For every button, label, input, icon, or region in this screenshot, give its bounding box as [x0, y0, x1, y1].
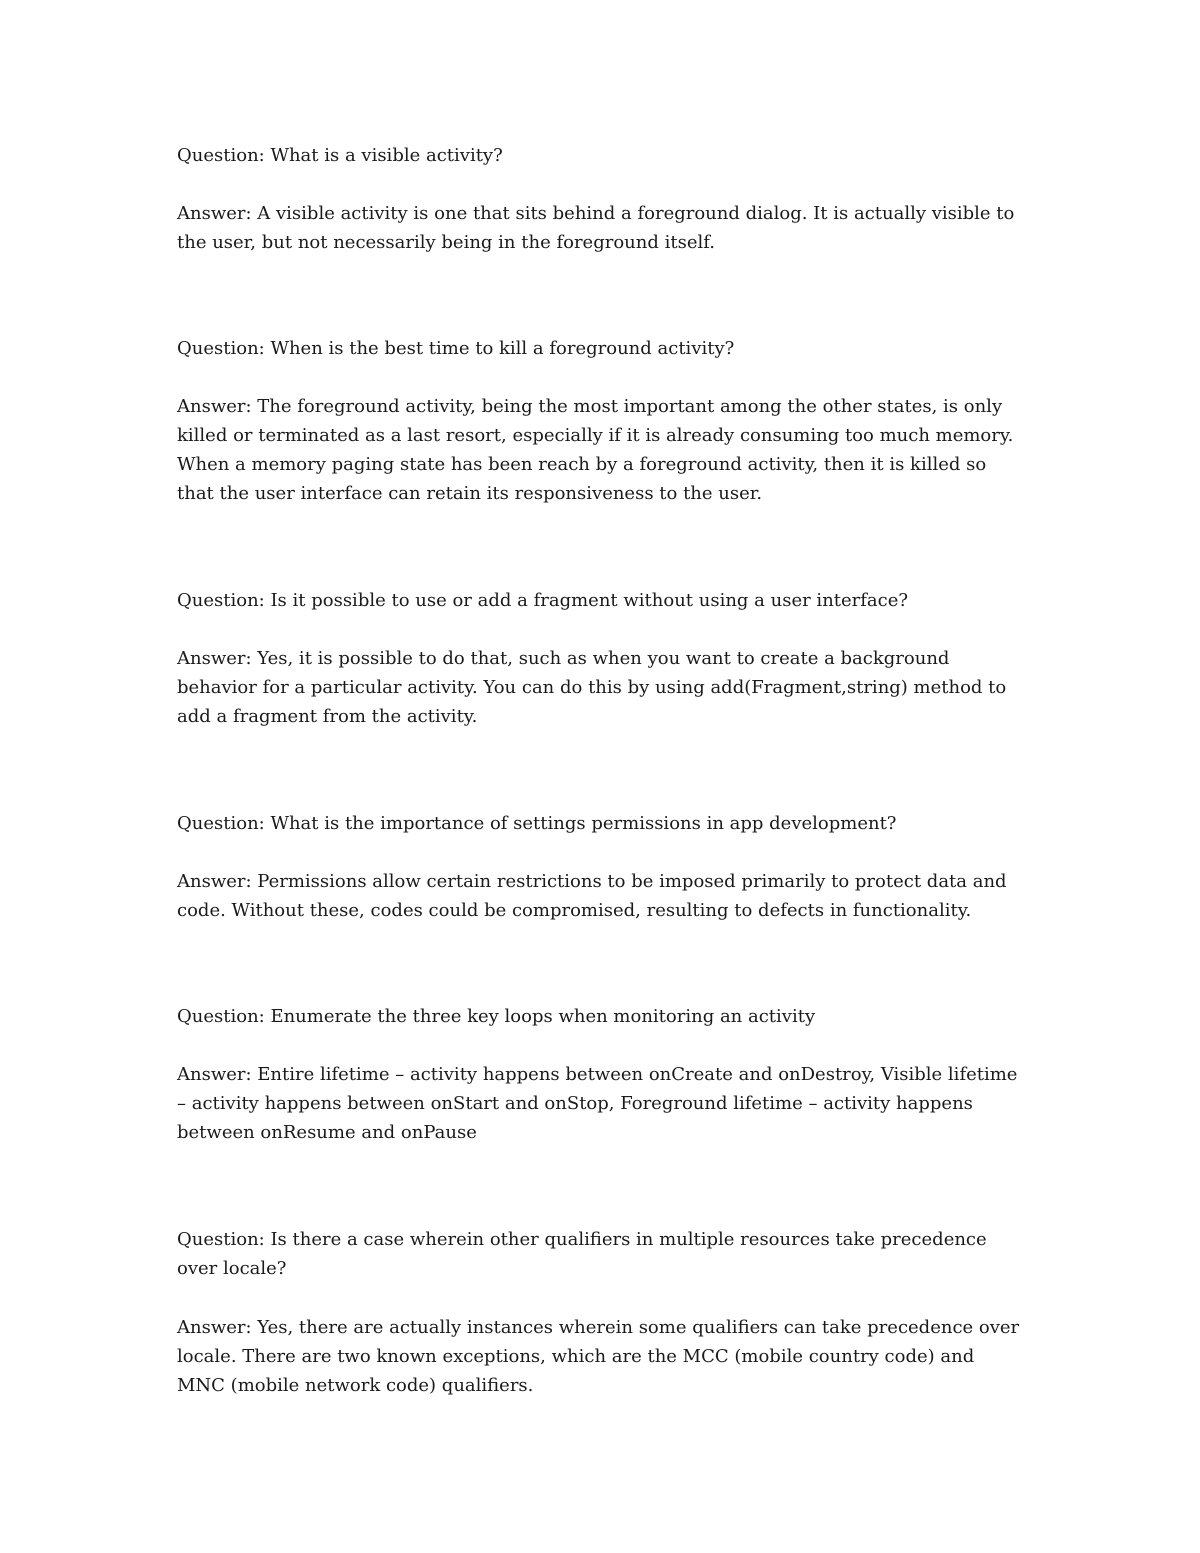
- question-2: Question: When is the best time to kill a foreground activity?: [177, 338, 735, 359]
- answer-1: Answer: A visible activity is one that sits behind a foreground dialog. It is actually visible to the user, but not necessarily being in the foreground itself.: [177, 203, 1015, 253]
- question-4: Question: What is the importance of settings permissions in app development?: [177, 813, 897, 834]
- answer-4: Answer: Permissions allow certain restrictions to be imposed primarily to protect data and code. Without these, codes could be compromised, resulting to defects in functionality.: [177, 871, 1007, 921]
- answer-5: Answer: Entire lifetime – activity happens between onCreate and onDestroy, Visible lifetime – activity happens between onStart and onStop, Foreground lifetime – activity happens between onResume and onPause: [177, 1064, 1018, 1143]
- question-5: Question: Enumerate the three key loops when monitoring an activity: [177, 1006, 816, 1027]
- question-6: Question: Is there a case wherein other qualifiers in multiple resources take precedence over locale?: [177, 1229, 987, 1279]
- answer-3: Answer: Yes, it is possible to do that, such as when you want to create a background behavior for a particular activity. You can do this by using add(Fragment,string) method to add a fragment from the activity.: [177, 648, 1007, 727]
- question-1: Question: What is a visible activity?: [177, 145, 503, 166]
- question-3: Question: Is it possible to use or add a fragment without using a user interface?: [177, 590, 909, 611]
- answer-2: Answer: The foreground activity, being the most important among the other states, is only killed or terminated as a last resort, especially if it is already consuming too much memory. When a memory paging state has been reach by a foreground activity, then it is killed so that the user interface can retain its responsiveness to the user.: [177, 396, 1014, 504]
- answer-6: Answer: Yes, there are actually instances wherein some qualifiers can take precedence over locale. There are two known exceptions, which are the MCC (mobile country code) and MNC (mobile network code) qualifiers.: [177, 1317, 1020, 1396]
